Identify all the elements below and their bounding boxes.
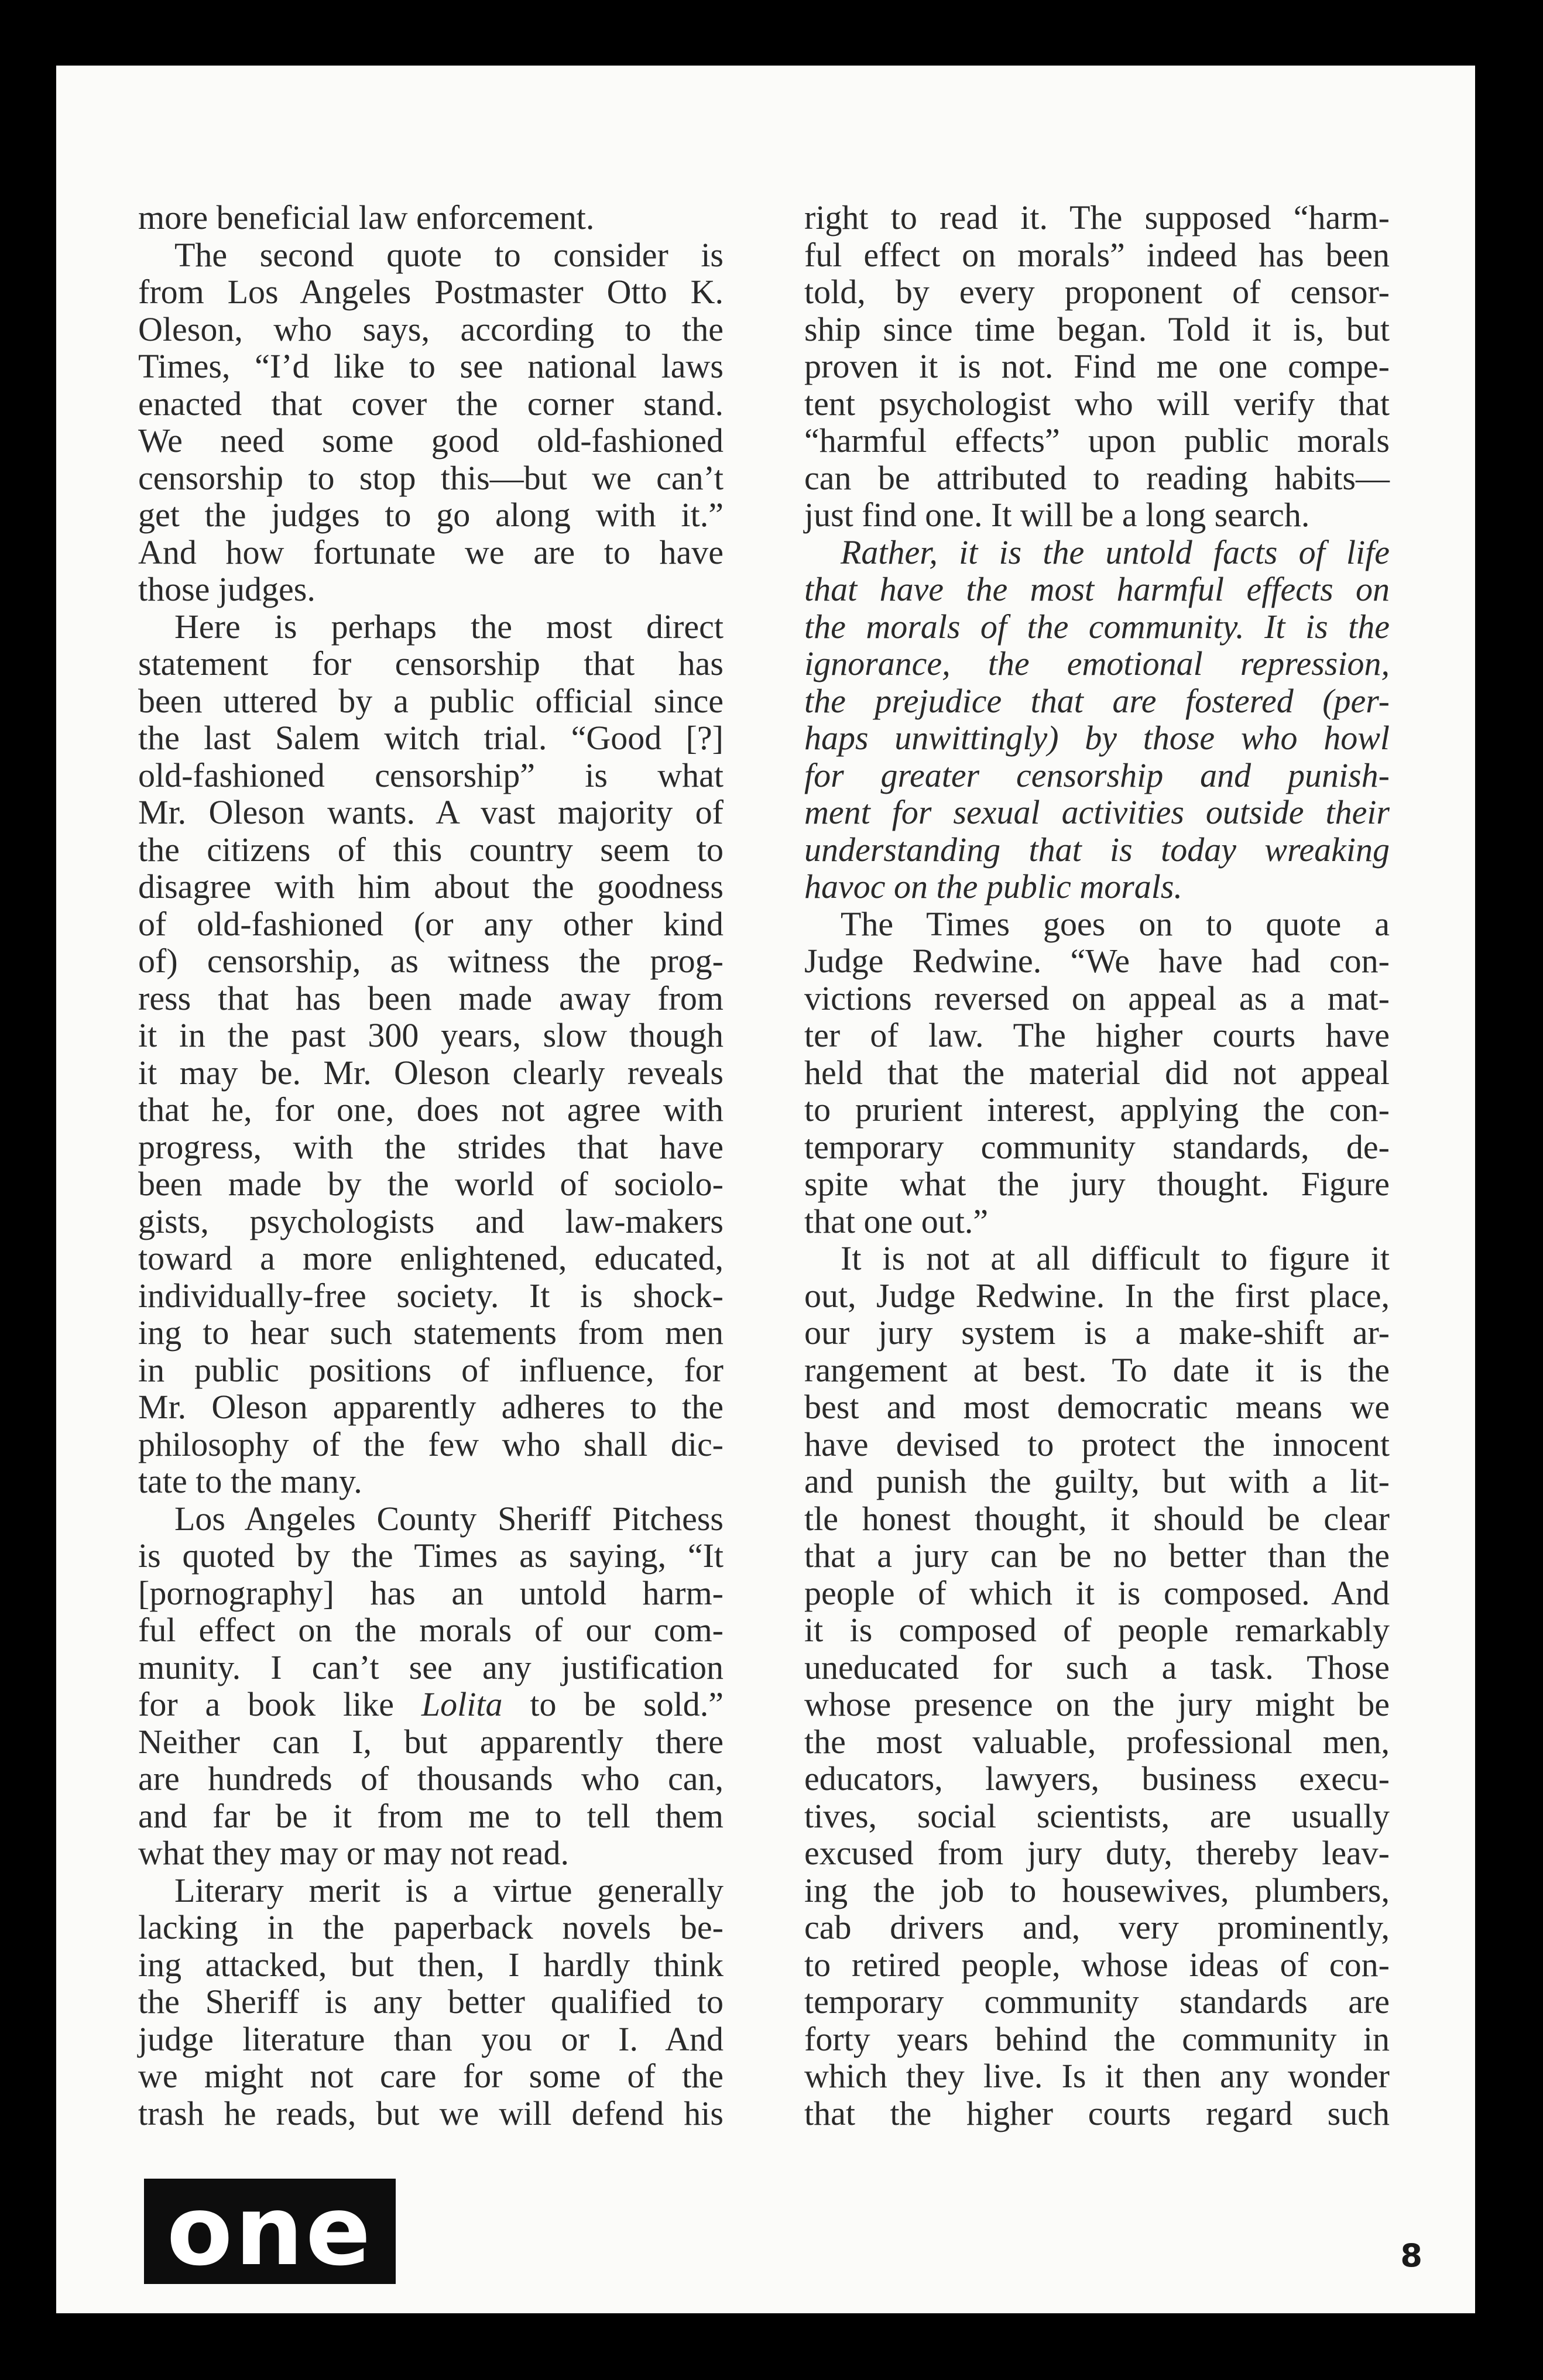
text-line: the last Salem witch trial. “Good [?]	[138, 719, 724, 757]
text-line: best and most democratic means we	[804, 1388, 1390, 1426]
text-line: ship since time began. Told it is, but	[804, 310, 1390, 348]
text-line: that a jury can be no better than the	[804, 1537, 1390, 1575]
text-line: of) censorship, as witness the prog-	[138, 942, 724, 980]
text-line: proven it is not. Find me one compe-	[804, 347, 1390, 385]
text-line: have devised to protect the innocent	[804, 1425, 1390, 1463]
text-line: uneducated for such a task. Those	[804, 1648, 1390, 1686]
text-line: the Sheriff is any better qualified to	[138, 1983, 724, 2021]
text-line: told, by every proponent of censor-	[804, 273, 1390, 311]
text-line: are hundreds of thousands who can,	[138, 1760, 724, 1798]
text-line: understanding that is today wreaking	[804, 830, 1390, 869]
text-line: from Los Angeles Postmaster Otto K.	[138, 273, 724, 311]
text-line: tives, social scientists, are usually	[804, 1796, 1390, 1835]
text-line: We need some good old-fashioned	[138, 421, 724, 459]
text-line: Mr. Oleson wants. A vast majority of	[138, 793, 724, 831]
text-line: ful effect on the morals of our com-	[138, 1611, 724, 1649]
text-line: censorship to stop this—but we can’t	[138, 458, 724, 497]
text-line: of old-fashioned (or any other kind	[138, 904, 724, 943]
text-line: it is composed of people remarkably	[804, 1611, 1390, 1649]
text-line: temporary community standards are	[804, 1983, 1390, 2021]
text-line: ful effect on morals” indeed has been	[804, 235, 1390, 274]
text-line: can be attributed to reading habits—	[804, 458, 1390, 497]
text-line: and punish the guilty, but with a lit-	[804, 1462, 1390, 1500]
text-line: ress that has been made away from	[138, 979, 724, 1017]
text-line: people of which it is composed. And	[804, 1573, 1390, 1612]
text-line: to prurient interest, applying the con-	[804, 1090, 1390, 1129]
text-line: excused from jury duty, thereby leav-	[804, 1834, 1390, 1872]
text-line: Mr. Oleson apparently adheres to the	[138, 1388, 724, 1426]
text-line: cab drivers and, very prominently,	[804, 1908, 1390, 1946]
text-line: ing the job to housewives, plumbers,	[804, 1871, 1390, 1909]
text-line: Judge Redwine. “We have had con-	[804, 942, 1390, 980]
text-line: lacking in the paperback novels be-	[138, 1908, 724, 1946]
text-line: judge literature than you or I. And	[138, 2019, 724, 2058]
one-magazine-logo: one	[144, 2179, 396, 2284]
text-line: Here is perhaps the most direct	[174, 607, 724, 646]
text-line: right to read it. The supposed “harm-	[804, 198, 1390, 236]
text-line: the morals of the community. It is the	[804, 607, 1390, 646]
magazine-page	[56, 66, 1475, 2313]
text-line: to retired people, whose ideas of con-	[804, 1945, 1390, 1984]
text-line: individually-free society. It is shock-	[138, 1276, 724, 1315]
text-line: that he, for one, does not agree with	[138, 1090, 724, 1129]
text-line: just find one. It will be a long search.	[804, 496, 1310, 534]
text-line: it in the past 300 years, slow though	[138, 1016, 724, 1054]
text-line: been made by the world of sociolo-	[138, 1165, 724, 1203]
text-line: The second quote to consider is	[174, 235, 724, 274]
text-line: is quoted by the Times as saying, “It	[138, 1537, 724, 1575]
text-line: The Times goes on to quote a	[841, 904, 1390, 943]
text-line: which they live. Is it then any wonder	[804, 2057, 1390, 2095]
text-line: the most valuable, professional men,	[804, 1722, 1390, 1761]
text-line: enacted that cover the corner stand.	[138, 384, 724, 423]
text-line: forty years behind the community in	[804, 2019, 1390, 2058]
text-line: Literary merit is a virtue generally	[174, 1871, 724, 1909]
text-line: philosophy of the few who shall dic-	[138, 1425, 724, 1463]
text-line: for a book like Lolita to be sold.”	[138, 1685, 724, 1723]
text-line: ter of law. The higher courts have	[804, 1016, 1390, 1054]
text-line: gists, psychologists and law-makers	[138, 1202, 724, 1240]
left-text-column	[138, 199, 724, 2132]
text-line: ment for sexual activities outside their	[804, 793, 1390, 831]
text-line: old-fashioned censorship” is what	[138, 756, 724, 794]
text-line: ing to hear such statements from men	[138, 1314, 724, 1352]
text-line: rangement at best. To date it is the	[804, 1350, 1390, 1389]
text-line: victions reversed on appeal as a mat-	[804, 979, 1390, 1017]
text-line: And how fortunate we are to have	[138, 533, 724, 571]
text-line: whose presence on the jury might be	[804, 1685, 1390, 1723]
text-line: tle honest thought, it should be clear	[804, 1499, 1390, 1538]
page-number: 8	[1400, 2237, 1422, 2274]
text-line: been uttered by a public official since	[138, 681, 724, 720]
text-line: for greater censorship and punish-	[804, 756, 1390, 794]
text-line: progress, with the strides that have	[138, 1127, 724, 1166]
text-line: it may be. Mr. Oleson clearly reveals	[138, 1053, 724, 1092]
text-line: disagree with him about the goodness	[138, 867, 724, 906]
text-line: Rather, it is the untold facts of life	[841, 533, 1390, 571]
text-line: spite what the jury thought. Figure	[804, 1165, 1390, 1203]
text-line: get the judges to go along with it.”	[138, 496, 724, 534]
text-line: [pornography] has an untold harm-	[138, 1573, 724, 1612]
text-line: havoc on the public morals.	[804, 867, 1182, 906]
text-line: that one out.”	[804, 1202, 989, 1240]
text-line: It is not at all difficult to figure it	[841, 1239, 1390, 1277]
text-line: that have the most harmful effects on	[804, 570, 1390, 608]
text-line: munity. I can’t see any justification	[138, 1648, 724, 1686]
book-title: Lolita	[421, 1685, 503, 1723]
text-line: Los Angeles County Sheriff Pitchess	[174, 1499, 724, 1538]
text-line: ignorance, the emotional repression,	[804, 644, 1390, 683]
text-line: temporary community standards, de-	[804, 1127, 1390, 1166]
text-line: in public positions of influence, for	[138, 1350, 724, 1389]
text-line: those judges.	[138, 570, 316, 608]
text-line: tent psychologist who will verify that	[804, 384, 1390, 423]
text-line: tate to the many.	[138, 1462, 362, 1500]
text-line: held that the material did not appeal	[804, 1053, 1390, 1092]
text-line: trash he reads, but we will defend his	[138, 2094, 724, 2132]
text-line: “harmful effects” upon public morals	[804, 421, 1390, 459]
text-line: statement for censorship that has	[138, 644, 724, 683]
text-line: toward a more enlightened, educated,	[138, 1239, 724, 1277]
text-line: out, Judge Redwine. In the first place,	[804, 1276, 1390, 1315]
text-line: ing attacked, but then, I hardly think	[138, 1945, 724, 1984]
text-line: we might not care for some of the	[138, 2057, 724, 2095]
text-line: our jury system is a make-shift ar-	[804, 1314, 1390, 1352]
text-line: haps unwittingly) by those who howl	[804, 719, 1390, 757]
text-line: and far be it from me to tell them	[138, 1796, 724, 1835]
text-line: educators, lawyers, business execu-	[804, 1760, 1390, 1798]
text-line: the citizens of this country seem to	[138, 830, 724, 869]
right-text-column	[804, 199, 1390, 2132]
text-line: Times, “I’d like to see national laws	[138, 347, 724, 385]
text-line: that the higher courts regard such	[804, 2094, 1390, 2132]
text-line: the prejudice that are fostered (per-	[804, 681, 1390, 720]
text-line: what they may or may not read.	[138, 1834, 570, 1872]
text-line: Neither can I, but apparently there	[138, 1722, 724, 1761]
text-line: more beneficial law enforcement.	[138, 198, 595, 236]
text-line: Oleson, who says, according to the	[138, 310, 724, 348]
